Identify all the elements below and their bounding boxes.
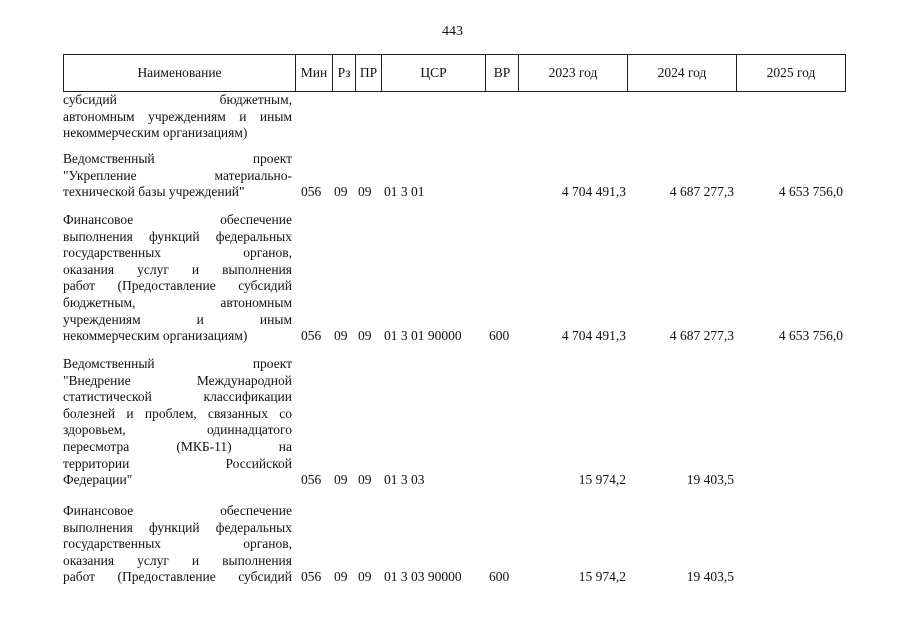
cell-y2023: 15 974,2 [578, 569, 626, 585]
row-name-line: оказания услуг и выполнения [63, 552, 292, 568]
row-name-line: оказания услуг и выполнения [63, 261, 292, 277]
cell-pr: 09 [358, 569, 372, 585]
row-name [63, 151, 292, 201]
row-name-line: государственных органов, [63, 536, 292, 552]
cell-csr: 01 3 03 [384, 472, 425, 488]
cell-y2025: 4 653 756,0 [778, 184, 843, 200]
cell-vr: 600 [489, 328, 510, 344]
cell-y2024: 4 687 277,3 [669, 184, 734, 200]
header-2023: 2023 год [519, 55, 628, 91]
cell-y2025: 4 653 756,0 [778, 328, 843, 344]
row-name-line: территории Российской [63, 455, 292, 471]
page-number: 443 [442, 24, 463, 39]
cell-rz: 09 [334, 184, 348, 200]
cell-csr: 01 3 01 [384, 184, 425, 200]
row-name-line: болезней и проблем, связанных со [63, 405, 292, 421]
row-name-line: Ведомственный проект [63, 151, 292, 166]
cell-y2024: 19 403,5 [686, 472, 734, 488]
row-name-line: пересмотра (МКБ-11) на [63, 438, 292, 454]
header-2024: 2024 год [628, 55, 737, 91]
row-name-line: выполнения функций федеральных [63, 228, 292, 244]
row-name-line: автономным учреждениям и иным [63, 108, 292, 124]
row-name-line: государственных органов, [63, 245, 292, 261]
cell-y2024: 4 687 277,3 [669, 328, 734, 344]
cell-y2024: 19 403,5 [686, 569, 734, 585]
row-name [63, 503, 292, 586]
header-2025: 2025 год [766, 65, 816, 80]
row-name-line: статистической классификации [63, 389, 292, 405]
row-name-line: работ (Предоставление субсидий [63, 569, 292, 585]
row-name [63, 212, 292, 345]
cell-y2023: 4 704 491,3 [561, 328, 626, 344]
cell-min: 056 [301, 472, 322, 488]
cell-csr: 01 3 01 90000 [384, 328, 462, 344]
cell-y2023: 15 974,2 [578, 472, 626, 488]
header-csr: ЦСР [382, 55, 486, 91]
cell-csr: 01 3 03 90000 [384, 569, 462, 585]
row-name-line: технической базы учреждений" [63, 184, 245, 200]
row-name-line: Финансовое обеспечение [63, 503, 292, 518]
row-name-line: здоровьем, одиннадцатого [63, 422, 292, 438]
row-name-line: Финансовое обеспечение [63, 212, 292, 227]
cell-pr: 09 [358, 184, 372, 200]
header-vr: ВР [486, 55, 519, 91]
row-name-line: субсидий бюджетным, [63, 92, 292, 107]
cell-pr: 09 [358, 328, 372, 344]
header-rz: Рз [333, 55, 356, 91]
table-header [63, 54, 846, 92]
header-pr: ПР [356, 55, 382, 91]
cell-min: 056 [301, 184, 322, 200]
row-name-line: некоммерческим организациям) [63, 125, 248, 141]
row-name-line: "Укрепление материально- [63, 167, 292, 183]
cell-pr: 09 [358, 472, 372, 488]
cell-rz: 09 [334, 328, 348, 344]
cell-rz: 09 [334, 472, 348, 488]
cell-rz: 09 [334, 569, 348, 585]
cell-min: 056 [301, 569, 322, 585]
row-name [63, 356, 292, 489]
row-name-line: работ (Предоставление субсидий [63, 278, 292, 294]
row-name-line: учреждениям и иным [63, 311, 292, 327]
cell-min: 056 [301, 328, 322, 344]
header-name: Наименование [64, 55, 296, 91]
cell-vr: 600 [489, 569, 510, 585]
row-name-line: Ведомственный проект [63, 356, 292, 371]
row-name [63, 92, 292, 142]
row-name-line: некоммерческим организациям) [63, 328, 248, 344]
header-min: Мин [296, 55, 333, 91]
row-name-line: бюджетным, автономным [63, 294, 292, 310]
row-name-line: Федерации" [63, 472, 133, 488]
row-name-line: "Внедрение Международной [63, 372, 292, 388]
cell-y2023: 4 704 491,3 [561, 184, 626, 200]
row-name-line: выполнения функций федеральных [63, 519, 292, 535]
